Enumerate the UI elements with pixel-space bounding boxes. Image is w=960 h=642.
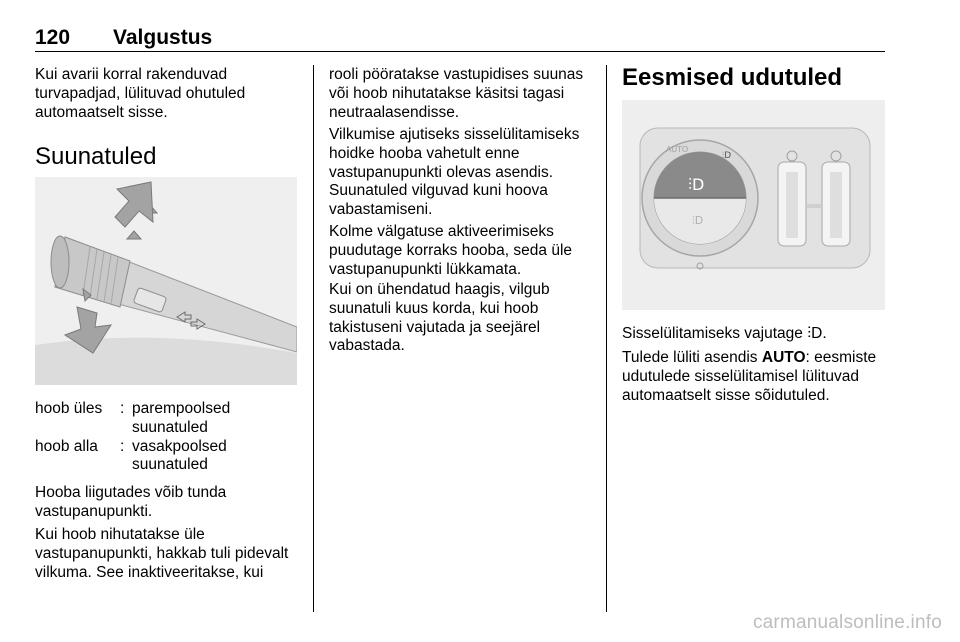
text-suffix: . (822, 325, 827, 342)
paragraph: Kui hoob nihutatakse üle vastupanupunkti, hakkab tuli pidevalt vilkuma. See inaktiveeritakse, kui (35, 526, 289, 581)
fog-light-icon: ⫶D (807, 325, 823, 342)
page-number: 120 (35, 26, 71, 49)
text-prefix: Sisselülitamiseks vajutage (622, 325, 808, 342)
column-divider-1 (313, 65, 314, 612)
definition-colon: : (120, 437, 125, 455)
definition-description: vasakpoolsed suunatuled (132, 437, 227, 474)
watermark: carmanualsonline.info (752, 612, 942, 633)
svg-text:⫶D: ⫶D (722, 151, 732, 161)
definition-list (35, 400, 300, 475)
running-title: Valgustus (113, 26, 213, 49)
intro-paragraph: Kui avarii korral rakenduvad turvapadjad, lülituvad ohutuled automaatselt sisse. (35, 66, 246, 121)
paragraph (622, 349, 890, 405)
definition-colon: : (120, 400, 125, 417)
turn-signal-lever-figure (35, 177, 297, 385)
svg-text:⫶D: ⫶D (692, 214, 704, 227)
text-suffix: : eesmiste udutulede sisselülitamisel lülituvad automaatselt sisse sõidutuled. (622, 349, 877, 404)
paragraph (622, 325, 888, 344)
definition-term: hoob üles (35, 400, 103, 417)
switch-auto-label: AUTO (666, 145, 689, 154)
column-divider-2 (606, 65, 607, 612)
paragraph: Vilkumise ajutiseks sisselülitamiseks hoidke hooba vahetult enne vastupanupunkti olevas asendis. Suunatuled vilguvad kuni hoova vabastamiseni. (329, 126, 580, 219)
paragraph: Hooba liigutades võib tunda vastupanupunkti. (35, 484, 227, 520)
paragraph: Kui on ühendatud haagis, vilgub suunatuli kuus korda, kui hoob takistuseni vajutada ja seejärel vabastada. (329, 281, 550, 355)
definition-row (35, 400, 300, 438)
light-switch-illustration (622, 100, 885, 310)
paragraph: Kolme välgatuse aktiveerimiseks puudutage korraks hooba, seda üle vastupanupunkti lükkamata. (329, 223, 573, 278)
header-rule (35, 51, 885, 52)
definition-row (35, 438, 300, 476)
section-heading-turn-signals: Suunatuled (35, 143, 157, 170)
definition-term: hoob alla (35, 437, 98, 455)
turn-signal-lever-illustration (35, 177, 297, 385)
auto-keyword: AUTO (761, 349, 806, 366)
text-prefix: Tulede lüliti asendis (622, 349, 762, 366)
definition-description: parempoolsed suunatuled (132, 400, 231, 436)
section-heading-fog-lights: Eesmised udutuled (622, 64, 843, 91)
svg-text:⫶D: ⫶D (688, 175, 705, 194)
paragraph: rooli pööratakse vastupidises suunas või hoob nihutatakse käsitsi tagasi neutraalasendisse. (329, 66, 584, 121)
light-switch-figure (622, 100, 885, 310)
